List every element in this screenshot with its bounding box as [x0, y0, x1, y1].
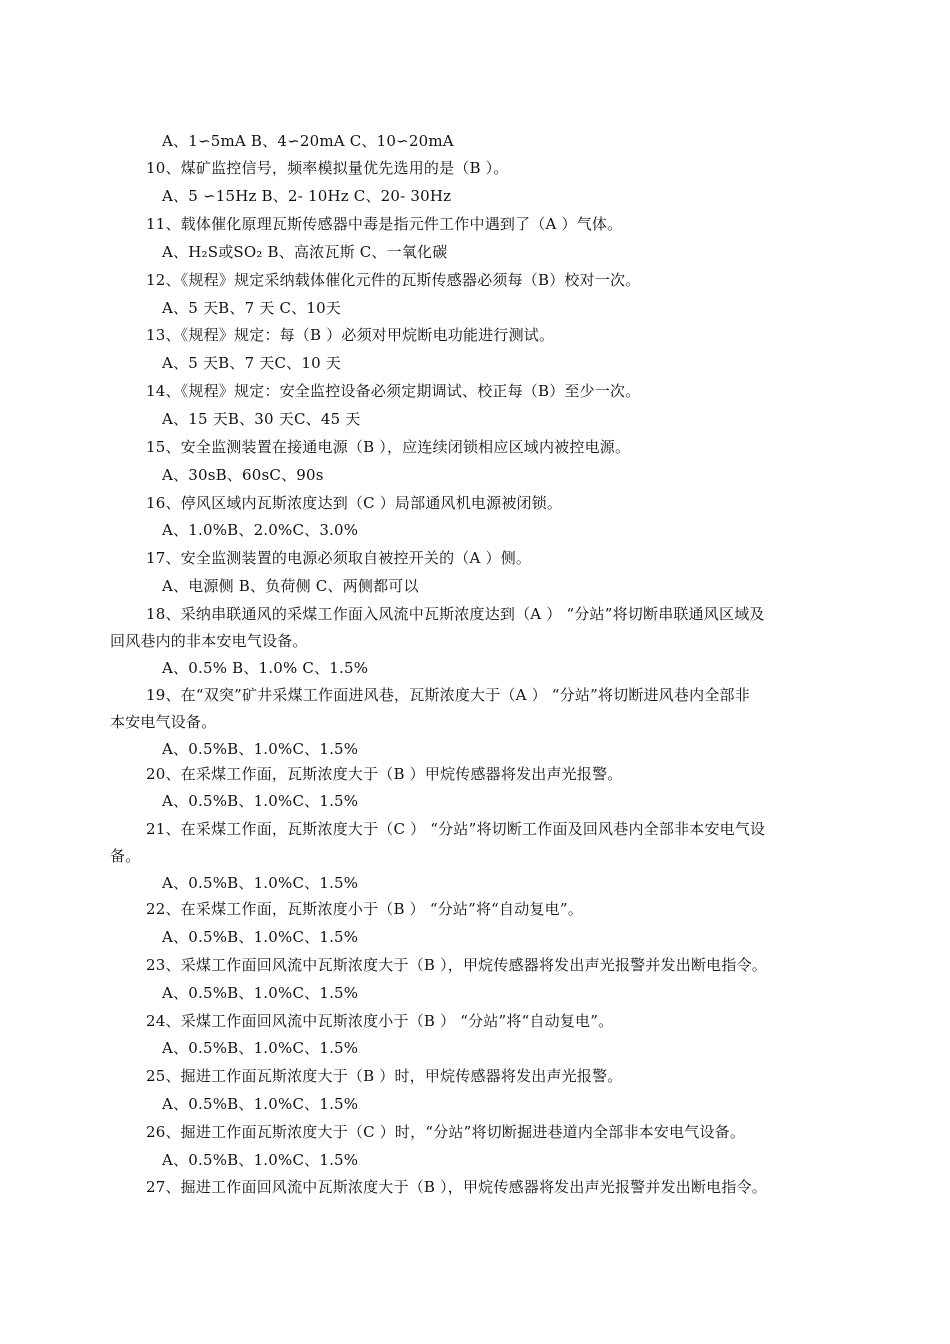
question-24: 24、采煤工作面回风流中瓦斯浓度小于（B ） “分站”将“自动复电”。 [146, 1012, 614, 1030]
question-27: 27、掘进工作面回风流中瓦斯浓度大于（B ），甲烷传感器将发出声光报警并发出断电指令。 [146, 1178, 767, 1196]
question-14: 14、《规程》规定：安全监控设备必须定期调试、校正每（B）至少一次。 [146, 382, 641, 400]
answer-options: A、H₂S或SO₂ B、高浓瓦斯 C、一氧化碳 [162, 243, 448, 261]
question-18-continued: 回风巷内的非本安电气设备。 [110, 632, 308, 650]
answer-options: A、1∽5mA B、4∽20mA C、10∽20mA [162, 132, 454, 150]
question-23: 23、采煤工作面回风流中瓦斯浓度大于（B ），甲烷传感器将发出声光报警并发出断电指令。 [146, 956, 767, 974]
answer-options: A、5 天B、7 天C、10 天 [162, 354, 342, 372]
answer-options: A、0.5%B、1.0%C、1.5% [162, 874, 359, 892]
answer-options: A、0.5%B、1.0%C、1.5% [162, 1151, 359, 1169]
answer-options: A、0.5%B、1.0%C、1.5% [162, 928, 359, 946]
question-17: 17、安全监测装置的电源必须取自被控开关的（A ）侧。 [146, 549, 532, 567]
question-16: 16、停风区域内瓦斯浓度达到（C ）局部通风机电源被闭锁。 [146, 494, 563, 512]
answer-options: A、0.5%B、1.0%C、1.5% [162, 1039, 359, 1057]
question-21-continued: 备。 [110, 847, 141, 865]
question-12: 12、《规程》规定采纳载体催化元件的瓦斯传感器必须每（B）校对一次。 [146, 271, 641, 289]
answer-options: A、15 天B、30 天C、45 天 [162, 410, 361, 428]
question-21: 21、在采煤工作面，瓦斯浓度大于（C ） “分站”将切断工作面及回风巷内全部非本安电气设 [146, 820, 766, 838]
question-11: 11、载体催化原理瓦斯传感器中毒是指元件工作中遇到了（A ）气体。 [146, 215, 623, 233]
question-25: 25、掘进工作面瓦斯浓度大于（B ）时，甲烷传感器将发出声光报警。 [146, 1067, 623, 1085]
question-13: 13、《规程》规定：每（B ）必须对甲烷断电功能进行测试。 [146, 326, 555, 344]
answer-options: A、30sB、60sC、90s [162, 466, 324, 484]
answer-options: A、5 天B、7 天 C、10天 [162, 299, 342, 317]
answer-options: A、0.5%B、1.0%C、1.5% [162, 792, 359, 810]
answer-options: A、1.0%B、2.0%C、3.0% [162, 521, 359, 539]
question-19: 19、在“双突”矿井采煤工作面进风巷，瓦斯浓度大于（A ） “分站”将切断进风巷内全部非 [146, 686, 750, 704]
answer-options: A、0.5%B、1.0%C、1.5% [162, 740, 359, 758]
question-19-continued: 本安电气设备。 [110, 713, 217, 731]
question-22: 22、在采煤工作面，瓦斯浓度小于（B ） “分站”将“自动复电”。 [146, 900, 583, 918]
question-26: 26、掘进工作面瓦斯浓度大于（C ）时，“分站”将切断掘进巷道内全部非本安电气设备。 [146, 1123, 746, 1141]
answer-options: A、0.5%B、1.0%C、1.5% [162, 984, 359, 1002]
question-18: 18、采纳串联通风的采煤工作面入风流中瓦斯浓度达到（A ） “分站”将切断串联通风区域及 [146, 605, 765, 623]
question-10: 10、煤矿监控信号，频率模拟量优先选用的是（B ）。 [146, 159, 509, 177]
answer-options: A、电源侧 B、负荷侧 C、两侧都可以 [162, 577, 419, 595]
question-20: 20、在采煤工作面，瓦斯浓度大于（B ）甲烷传感器将发出声光报警。 [146, 765, 623, 783]
question-15: 15、安全监测装置在接通电源（B ），应连续闭锁相应区域内被控电源。 [146, 438, 631, 456]
answer-options: A、5 ∽15Hz B、2- 10Hz C、20- 30Hz [162, 187, 452, 205]
answer-options: A、0.5% B、1.0% C、1.5% [162, 659, 369, 677]
answer-options: A、0.5%B、1.0%C、1.5% [162, 1095, 359, 1113]
